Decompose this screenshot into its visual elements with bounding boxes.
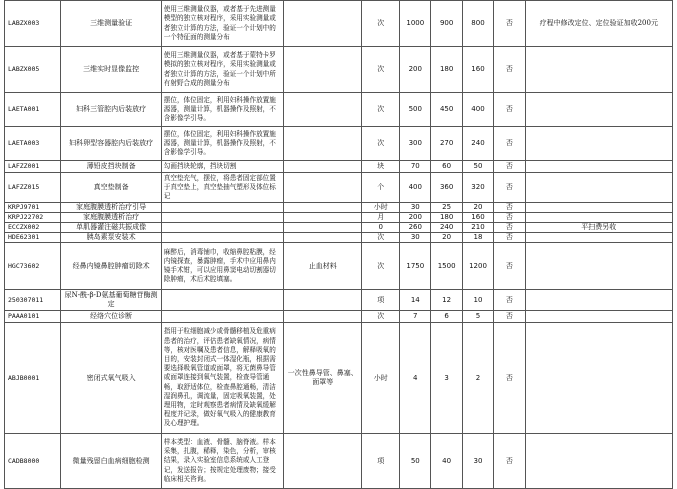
item-content (161, 223, 283, 233)
item-note (525, 203, 672, 213)
price-level-3: 10 (462, 290, 493, 311)
pricing-unit: 个 (362, 173, 400, 203)
item-note (525, 127, 672, 161)
other-flag: 否 (494, 47, 525, 93)
pricing-unit: 项 (362, 290, 400, 311)
item-code: LAFZZ001 (5, 161, 61, 173)
price-level-3: 2 (462, 323, 493, 434)
price-level-1: 200 (400, 213, 431, 223)
item-code: PAAA0101 (5, 311, 61, 323)
pricing-unit: 次 (362, 311, 400, 323)
price-level-1: 70 (400, 161, 431, 173)
item-content (161, 213, 283, 223)
item-name: 经络穴位诊断 (61, 311, 161, 323)
item-note (525, 161, 672, 173)
price-level-1: 300 (400, 127, 431, 161)
item-code: ABJB0001 (5, 323, 61, 434)
pricing-unit: 次 (362, 127, 400, 161)
item-content (161, 233, 283, 243)
price-level-2: 450 (431, 93, 462, 127)
price-level-2: 6 (431, 311, 462, 323)
price-level-2: 240 (431, 223, 462, 233)
item-note (525, 213, 672, 223)
item-content (161, 311, 283, 323)
price-level-1: 500 (400, 93, 431, 127)
pricing-unit: 0 (362, 223, 400, 233)
item-name: 薄铅皮挡块制备 (61, 161, 161, 173)
other-flag: 否 (494, 311, 525, 323)
excluded-items (284, 47, 362, 93)
pricing-unit: 次 (362, 233, 400, 243)
item-content: 摆位，体位固定，利用妇科操作放置施源器，测量计算，机器操作及照射，不含影像学引导。 (161, 93, 283, 127)
price-level-1: 4 (400, 323, 431, 434)
item-code: LAFZZ015 (5, 173, 61, 203)
price-level-2: 25 (431, 203, 462, 213)
price-level-2: 12 (431, 290, 462, 311)
price-level-1: 7 (400, 311, 431, 323)
price-level-3: 320 (462, 173, 493, 203)
item-content: 使用三维测量仪器，或者基于蒙特卡罗模拟的独立核对程序，采用实验测量或者独立计算的方法，验证一个计划中所有射野合成的测量分布 (161, 47, 283, 93)
item-content (161, 203, 283, 213)
pricing-unit: 月 (362, 213, 400, 223)
table-row (5, 323, 673, 434)
excluded-items (284, 223, 362, 233)
excluded-items (284, 203, 362, 213)
other-flag: 否 (494, 161, 525, 173)
item-code: KRPJ22702 (5, 213, 61, 223)
price-level-3: 1200 (462, 243, 493, 290)
excluded-items (284, 434, 362, 489)
item-name: 胰岛素泵安装术 (61, 233, 161, 243)
excluded-items: 止血材料 (284, 243, 362, 290)
item-name: 单肌器灌注磁共振成像 (61, 223, 161, 233)
item-code: HDE62301 (5, 233, 61, 243)
item-code: CADB8000 (5, 434, 61, 489)
price-level-3: 50 (462, 161, 493, 173)
other-flag: 否 (494, 213, 525, 223)
item-note (525, 243, 672, 290)
table-row (5, 311, 673, 323)
item-code: LAETA001 (5, 93, 61, 127)
price-level-2: 1500 (431, 243, 462, 290)
other-flag: 否 (494, 93, 525, 127)
item-name: 密闭式氧气吸入 (61, 323, 161, 434)
item-note: 平扫费另收 (525, 223, 672, 233)
price-level-3: 240 (462, 127, 493, 161)
price-level-1: 14 (400, 290, 431, 311)
item-content: 使用三维测量仪器，或者基于先进测量模型的独立核对程序，采用实验测量或者独立计算的方法，验证一个计划中的一个特征面的测量分布 (161, 1, 283, 47)
price-level-2: 3 (431, 323, 462, 434)
item-code: LAETA003 (5, 127, 61, 161)
price-level-3: 5 (462, 311, 493, 323)
other-flag: 否 (494, 290, 525, 311)
item-name: 家庭腹膜透析治疗 (61, 213, 161, 223)
table-row (5, 161, 673, 173)
excluded-items (284, 93, 362, 127)
price-level-1: 200 (400, 47, 431, 93)
table-row (5, 233, 673, 243)
price-level-2: 20 (431, 233, 462, 243)
item-name: 家庭腹膜透析治疗引导 (61, 203, 161, 213)
excluded-items (284, 1, 362, 47)
item-code: HGC73602 (5, 243, 61, 290)
other-flag: 否 (494, 233, 525, 243)
price-level-3: 20 (462, 203, 493, 213)
item-content (161, 290, 283, 311)
price-level-3: 30 (462, 434, 493, 489)
item-note (525, 311, 672, 323)
item-name: 微量残留白血病细胞检测 (61, 434, 161, 489)
excluded-items (284, 213, 362, 223)
item-note (525, 323, 672, 434)
price-level-2: 900 (431, 1, 462, 47)
item-name: 三维实时显像监控 (61, 47, 161, 93)
table-row (5, 223, 673, 233)
item-name: 妇科三管腔内后装放疗 (61, 93, 161, 127)
table-row (5, 47, 673, 93)
pricing-unit: 块 (362, 161, 400, 173)
table-row (5, 434, 673, 489)
price-level-1: 50 (400, 434, 431, 489)
item-code: ECCZX002 (5, 223, 61, 233)
table-row (5, 1, 673, 47)
pricing-unit: 小时 (362, 323, 400, 434)
item-name: 三维测量验证 (61, 1, 161, 47)
price-level-1: 30 (400, 233, 431, 243)
price-table (4, 0, 673, 489)
price-level-3: 800 (462, 1, 493, 47)
pricing-unit: 项 (362, 434, 400, 489)
item-name: 真空垫制备 (61, 173, 161, 203)
excluded-items (284, 127, 362, 161)
price-level-2: 360 (431, 173, 462, 203)
pricing-unit: 次 (362, 1, 400, 47)
table-row (5, 173, 673, 203)
other-flag: 否 (494, 323, 525, 434)
table-row (5, 213, 673, 223)
item-code: LABZX003 (5, 1, 61, 47)
table-row (5, 127, 673, 161)
excluded-items (284, 233, 362, 243)
item-note (525, 47, 672, 93)
pricing-unit: 次 (362, 93, 400, 127)
item-content: 勾画挡块轮廓，挡块切割 (161, 161, 283, 173)
excluded-items: 一次性鼻导管、鼻塞、面罩等 (284, 323, 362, 434)
other-flag: 否 (494, 203, 525, 213)
other-flag: 否 (494, 173, 525, 203)
price-level-1: 1000 (400, 1, 431, 47)
pricing-unit: 小时 (362, 203, 400, 213)
pricing-unit: 次 (362, 47, 400, 93)
item-code: LABZX005 (5, 47, 61, 93)
item-name: 妇科卵型容器腔内后装放疗 (61, 127, 161, 161)
table-row (5, 203, 673, 213)
price-level-2: 180 (431, 47, 462, 93)
item-content: 真空垫充气，摆位，将患者固定部位置于真空垫上，真空垫抽气塑形及体位标记 (161, 173, 283, 203)
price-level-3: 400 (462, 93, 493, 127)
price-level-3: 210 (462, 223, 493, 233)
item-name: 尿N-酰-β-D氨基葡萄糖苷酶测定 (61, 290, 161, 311)
table-row (5, 290, 673, 311)
price-level-3: 160 (462, 213, 493, 223)
price-level-2: 40 (431, 434, 462, 489)
item-note (525, 233, 672, 243)
item-code: KRPJ9701 (5, 203, 61, 213)
item-note (525, 434, 672, 489)
price-level-1: 1750 (400, 243, 431, 290)
price-level-2: 270 (431, 127, 462, 161)
item-content: 指用于粒细胞减少或骨髓移植及危重病患者的治疗，评估患者缺氧情况，病情等，核对医嘱及患者信息，解释吸氧的目的，安装封闭式一体湿化瓶，根据需要选择吸氧管道或面罩，将无菌鼻导管或面罩连接到氧气装置，检查导管通畅，取舒适体位，检查鼻腔通畅，清洁湿润鼻孔，调流量，固定吸氧装置，处理用物，定时观察患者病情及缺氧缓解程度并记录，做好氧气吸入的健康教育及心理护理。 (161, 323, 283, 434)
item-note (525, 173, 672, 203)
item-content: 摆位，体位固定，利用妇科操作放置施源器，测量计算，机器操作及照射，不含影像学引导。 (161, 127, 283, 161)
table-row (5, 243, 673, 290)
other-flag: 否 (494, 223, 525, 233)
excluded-items (284, 161, 362, 173)
other-flag: 否 (494, 127, 525, 161)
item-note (525, 290, 672, 311)
price-level-3: 160 (462, 47, 493, 93)
excluded-items (284, 311, 362, 323)
other-flag: 否 (494, 243, 525, 290)
price-level-1: 260 (400, 223, 431, 233)
item-note (525, 93, 672, 127)
item-code: 250307011 (5, 290, 61, 311)
item-note: 疗程中修改定位、定位验证加收200元 (525, 1, 672, 47)
price-level-3: 18 (462, 233, 493, 243)
item-content: 样本类型：血液、骨髓、脑脊液。样本采集，扎腹，稀释，染色，分析，审核结果，录入实验室信息系统或人工登记，发送报告；按规定处理废物；接受临床相关咨询。 (161, 434, 283, 489)
price-level-1: 400 (400, 173, 431, 203)
item-name: 经鼻内镜鼻腔肿瘤切除术 (61, 243, 161, 290)
item-content: 麻醉后，消毒铺巾，收缩鼻腔粘膜，经内镜探查，暴露肿瘤，手术中应用鼻内镜手术钳，可以应用鼻窦电动切割器切除肿瘤，术后术腔填塞。 (161, 243, 283, 290)
price-level-2: 60 (431, 161, 462, 173)
pricing-unit: 次 (362, 243, 400, 290)
excluded-items (284, 173, 362, 203)
excluded-items (284, 290, 362, 311)
price-level-2: 180 (431, 213, 462, 223)
price-level-1: 30 (400, 203, 431, 213)
other-flag: 否 (494, 1, 525, 47)
other-flag: 否 (494, 434, 525, 489)
table-row (5, 93, 673, 127)
